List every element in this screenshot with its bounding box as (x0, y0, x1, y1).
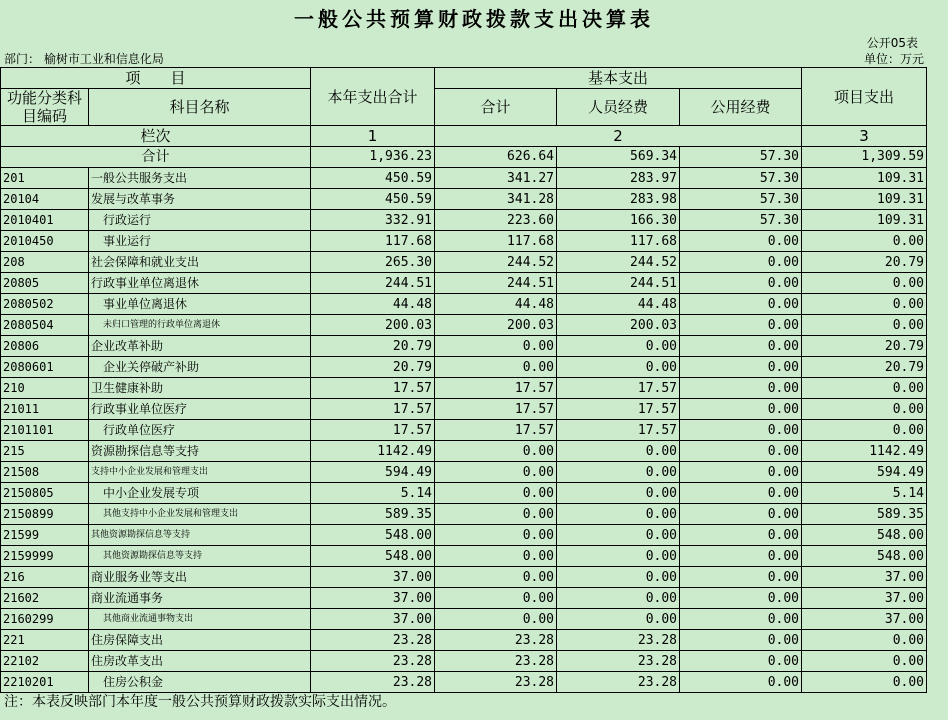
code-cell: 21599 (1, 525, 89, 546)
code-cell: 20104 (1, 189, 89, 210)
code-cell: 2080504 (1, 315, 89, 336)
personnel-cell: 44.48 (557, 294, 680, 315)
subject-name-cell: 社会保障和就业支出 (89, 252, 311, 273)
basic-sum-cell: 341.28 (435, 189, 557, 210)
project-cell: 594.49 (802, 462, 927, 483)
basic-sum-cell: 23.28 (435, 672, 557, 693)
code-cell: 2101101 (1, 420, 89, 441)
total-cell: 37.00 (311, 609, 435, 630)
code-cell: 221 (1, 630, 89, 651)
table-row (1, 588, 927, 609)
public-cell: 0.00 (680, 420, 802, 441)
header-row-1 (1, 68, 927, 89)
subject-name-cell: 事业运行 (89, 231, 311, 252)
public-cell: 0.00 (680, 231, 802, 252)
basic-sum-cell: 23.28 (435, 630, 557, 651)
basic-sum-cell: 223.60 (435, 210, 557, 231)
header-col-2: 2 (435, 126, 802, 147)
project-cell: 37.00 (802, 588, 927, 609)
project-cell: 109.31 (802, 210, 927, 231)
table-row (1, 420, 927, 441)
public-cell: 0.00 (680, 546, 802, 567)
expenditure-table (0, 67, 927, 693)
project-cell: 0.00 (802, 630, 927, 651)
total-cell: 20.79 (311, 336, 435, 357)
code-cell: 2210201 (1, 672, 89, 693)
personnel-cell: 283.97 (557, 168, 680, 189)
personnel-cell: 0.00 (557, 483, 680, 504)
table-row (1, 336, 927, 357)
total-cell: 450.59 (311, 168, 435, 189)
page-title: 一般公共预算财政拨款支出决算表 (294, 7, 654, 31)
subject-name-cell: 卫生健康补助 (89, 378, 311, 399)
total-cell: 594.49 (311, 462, 435, 483)
personnel-cell: 0.00 (557, 357, 680, 378)
public-cell: 0.00 (680, 399, 802, 420)
total-cell: 1142.49 (311, 441, 435, 462)
personnel-cell: 0.00 (557, 462, 680, 483)
total-cell: 17.57 (311, 420, 435, 441)
subject-name-cell: 住房公积金 (89, 672, 311, 693)
subject-name-cell: 发展与改革事务 (89, 189, 311, 210)
table-row (1, 189, 927, 210)
code-cell: 2150899 (1, 504, 89, 525)
subject-name-cell: 其他商业流通事物支出 (89, 609, 311, 630)
personnel-cell: 0.00 (557, 525, 680, 546)
header-project: 项目支出 (802, 68, 927, 126)
sum-project: 1,309.59 (802, 147, 927, 168)
project-cell: 0.00 (802, 651, 927, 672)
total-cell: 589.35 (311, 504, 435, 525)
basic-sum-cell: 17.57 (435, 399, 557, 420)
personnel-cell: 117.68 (557, 231, 680, 252)
public-cell: 57.30 (680, 168, 802, 189)
header-col-1: 1 (311, 126, 435, 147)
public-cell: 0.00 (680, 294, 802, 315)
header-col-3: 3 (802, 126, 927, 147)
personnel-cell: 0.00 (557, 441, 680, 462)
basic-sum-cell: 17.57 (435, 378, 557, 399)
sum-label: 合计 (1, 147, 311, 168)
header-basic: 基本支出 (435, 68, 802, 89)
public-cell: 0.00 (680, 504, 802, 525)
public-cell: 0.00 (680, 525, 802, 546)
personnel-cell: 283.98 (557, 189, 680, 210)
footnote: 注：本表反映部门本年度一般公共预算财政拨款实际支出情况。 (4, 694, 396, 710)
table-row (1, 672, 927, 693)
header-item: 项 目 (1, 68, 311, 89)
subject-name-cell: 住房保障支出 (89, 630, 311, 651)
table-row (1, 315, 927, 336)
project-cell: 0.00 (802, 273, 927, 294)
total-cell: 37.00 (311, 588, 435, 609)
subject-name-cell: 其他支持中小企业发展和管理支出 (89, 504, 311, 525)
personnel-cell: 0.00 (557, 567, 680, 588)
basic-sum-cell: 23.28 (435, 651, 557, 672)
public-cell: 0.00 (680, 462, 802, 483)
project-cell: 548.00 (802, 525, 927, 546)
personnel-cell: 17.57 (557, 378, 680, 399)
subject-name-cell: 商业服务业等支出 (89, 567, 311, 588)
table-row (1, 630, 927, 651)
project-cell: 0.00 (802, 315, 927, 336)
basic-sum-cell: 244.52 (435, 252, 557, 273)
code-cell: 21011 (1, 399, 89, 420)
basic-sum-cell: 200.03 (435, 315, 557, 336)
project-cell: 0.00 (802, 399, 927, 420)
header-subject-name: 科目名称 (89, 89, 311, 126)
total-cell: 17.57 (311, 378, 435, 399)
total-cell: 265.30 (311, 252, 435, 273)
table-row (1, 273, 927, 294)
code-cell: 22102 (1, 651, 89, 672)
total-cell: 244.51 (311, 273, 435, 294)
basic-sum-cell: 44.48 (435, 294, 557, 315)
public-cell: 0.00 (680, 609, 802, 630)
public-cell: 0.00 (680, 651, 802, 672)
subject-name-cell: 一般公共服务支出 (89, 168, 311, 189)
subject-name-cell: 其他资源勘探信息等支持 (89, 546, 311, 567)
basic-sum-cell: 17.57 (435, 420, 557, 441)
code-cell: 2160299 (1, 609, 89, 630)
project-cell: 109.31 (802, 189, 927, 210)
project-cell: 0.00 (802, 294, 927, 315)
personnel-cell: 0.00 (557, 588, 680, 609)
subject-name-cell: 企业改革补助 (89, 336, 311, 357)
total-cell: 548.00 (311, 525, 435, 546)
project-cell: 5.14 (802, 483, 927, 504)
subject-name-cell: 中小企业发展专项 (89, 483, 311, 504)
public-cell: 0.00 (680, 672, 802, 693)
code-cell: 2010401 (1, 210, 89, 231)
basic-sum-cell: 0.00 (435, 609, 557, 630)
total-cell: 23.28 (311, 651, 435, 672)
header-func-code: 功能分类科目编码 (1, 89, 89, 126)
subject-name-cell: 商业流通事务 (89, 588, 311, 609)
sum-personnel: 569.34 (557, 147, 680, 168)
public-cell: 0.00 (680, 336, 802, 357)
total-cell: 5.14 (311, 483, 435, 504)
code-cell: 2150805 (1, 483, 89, 504)
public-cell: 0.00 (680, 588, 802, 609)
code-cell: 2010450 (1, 231, 89, 252)
code-cell: 2080601 (1, 357, 89, 378)
table-row (1, 210, 927, 231)
personnel-cell: 244.51 (557, 273, 680, 294)
table-row (1, 168, 927, 189)
code-cell: 208 (1, 252, 89, 273)
subject-name-cell: 行政运行 (89, 210, 311, 231)
personnel-cell: 17.57 (557, 399, 680, 420)
project-cell: 548.00 (802, 546, 927, 567)
project-cell: 589.35 (802, 504, 927, 525)
project-cell: 0.00 (802, 378, 927, 399)
project-cell: 37.00 (802, 567, 927, 588)
project-cell: 20.79 (802, 336, 927, 357)
code-cell: 21602 (1, 588, 89, 609)
basic-sum-cell: 0.00 (435, 504, 557, 525)
table-row (1, 504, 927, 525)
code-cell: 21508 (1, 462, 89, 483)
public-cell: 0.00 (680, 630, 802, 651)
subject-name-cell: 企业关停破产补助 (89, 357, 311, 378)
personnel-cell: 0.00 (557, 504, 680, 525)
table-row (1, 546, 927, 567)
project-cell: 20.79 (802, 357, 927, 378)
personnel-cell: 23.28 (557, 672, 680, 693)
personnel-cell: 244.52 (557, 252, 680, 273)
header-row-lanci (1, 126, 927, 147)
total-cell: 44.48 (311, 294, 435, 315)
code-cell: 20806 (1, 336, 89, 357)
table-row (1, 378, 927, 399)
table-row (1, 462, 927, 483)
total-cell: 23.28 (311, 630, 435, 651)
total-cell: 332.91 (311, 210, 435, 231)
project-cell: 1142.49 (802, 441, 927, 462)
subject-name-cell: 行政单位医疗 (89, 420, 311, 441)
personnel-cell: 166.30 (557, 210, 680, 231)
public-cell: 57.30 (680, 189, 802, 210)
subject-name-cell: 住房改革支出 (89, 651, 311, 672)
project-cell: 20.79 (802, 252, 927, 273)
basic-sum-cell: 0.00 (435, 525, 557, 546)
total-cell: 17.57 (311, 399, 435, 420)
code-cell: 216 (1, 567, 89, 588)
table-row (1, 525, 927, 546)
basic-sum-cell: 0.00 (435, 567, 557, 588)
table-row (1, 441, 927, 462)
subject-name-cell: 资源勘探信息等支持 (89, 441, 311, 462)
public-cell: 0.00 (680, 357, 802, 378)
table-row (1, 252, 927, 273)
basic-sum-cell: 0.00 (435, 546, 557, 567)
sum-total: 1,936.23 (311, 147, 435, 168)
header-public: 公用经费 (680, 89, 802, 126)
header-personnel: 人员经费 (557, 89, 680, 126)
project-cell: 0.00 (802, 672, 927, 693)
header-basic-sum: 合计 (435, 89, 557, 126)
code-cell: 215 (1, 441, 89, 462)
basic-sum-cell: 0.00 (435, 357, 557, 378)
unit-label: 单位：万元 (863, 52, 924, 66)
code-cell: 2080502 (1, 294, 89, 315)
code-cell: 201 (1, 168, 89, 189)
total-cell: 117.68 (311, 231, 435, 252)
header-lanci: 栏次 (1, 126, 311, 147)
basic-sum-cell: 0.00 (435, 441, 557, 462)
public-cell: 0.00 (680, 567, 802, 588)
basic-sum-cell: 0.00 (435, 336, 557, 357)
total-cell: 200.03 (311, 315, 435, 336)
sum-public: 57.30 (680, 147, 802, 168)
table-row (1, 483, 927, 504)
basic-sum-cell: 117.68 (435, 231, 557, 252)
project-cell: 0.00 (802, 231, 927, 252)
basic-sum-cell: 244.51 (435, 273, 557, 294)
public-cell: 0.00 (680, 315, 802, 336)
table-row (1, 231, 927, 252)
public-cell: 57.30 (680, 210, 802, 231)
code-cell: 2159999 (1, 546, 89, 567)
personnel-cell: 0.00 (557, 546, 680, 567)
total-cell: 450.59 (311, 189, 435, 210)
basic-sum-cell: 0.00 (435, 483, 557, 504)
basic-sum-cell: 341.27 (435, 168, 557, 189)
personnel-cell: 23.28 (557, 651, 680, 672)
table-row (1, 399, 927, 420)
code-cell: 210 (1, 378, 89, 399)
public-cell: 0.00 (680, 273, 802, 294)
public-cell: 0.00 (680, 252, 802, 273)
subject-name-cell: 未归口管理的行政单位离退休 (89, 315, 311, 336)
department-label: 部门： 榆树市工业和信息化局 (4, 52, 164, 66)
public-cell: 0.00 (680, 378, 802, 399)
subject-name-cell: 支持中小企业发展和管理支出 (89, 462, 311, 483)
subject-name-cell: 事业单位离退休 (89, 294, 311, 315)
personnel-cell: 200.03 (557, 315, 680, 336)
project-cell: 37.00 (802, 609, 927, 630)
subject-name-cell: 行政事业单位医疗 (89, 399, 311, 420)
table-row (1, 294, 927, 315)
public-cell: 0.00 (680, 441, 802, 462)
total-cell: 20.79 (311, 357, 435, 378)
personnel-cell: 17.57 (557, 420, 680, 441)
table-row (1, 567, 927, 588)
header-total: 本年支出合计 (311, 68, 435, 126)
table-row (1, 651, 927, 672)
project-cell: 109.31 (802, 168, 927, 189)
personnel-cell: 0.00 (557, 336, 680, 357)
total-cell: 37.00 (311, 567, 435, 588)
form-number: 公开05表 (866, 36, 918, 50)
personnel-cell: 23.28 (557, 630, 680, 651)
project-cell: 0.00 (802, 420, 927, 441)
personnel-cell: 0.00 (557, 609, 680, 630)
total-cell: 548.00 (311, 546, 435, 567)
sum-row (1, 147, 927, 168)
table-row (1, 609, 927, 630)
sum-basic: 626.64 (435, 147, 557, 168)
code-cell: 20805 (1, 273, 89, 294)
total-cell: 23.28 (311, 672, 435, 693)
basic-sum-cell: 0.00 (435, 462, 557, 483)
table-row (1, 357, 927, 378)
public-cell: 0.00 (680, 483, 802, 504)
basic-sum-cell: 0.00 (435, 588, 557, 609)
subject-name-cell: 行政事业单位离退休 (89, 273, 311, 294)
subject-name-cell: 其他资源勘探信息等支持 (89, 525, 311, 546)
